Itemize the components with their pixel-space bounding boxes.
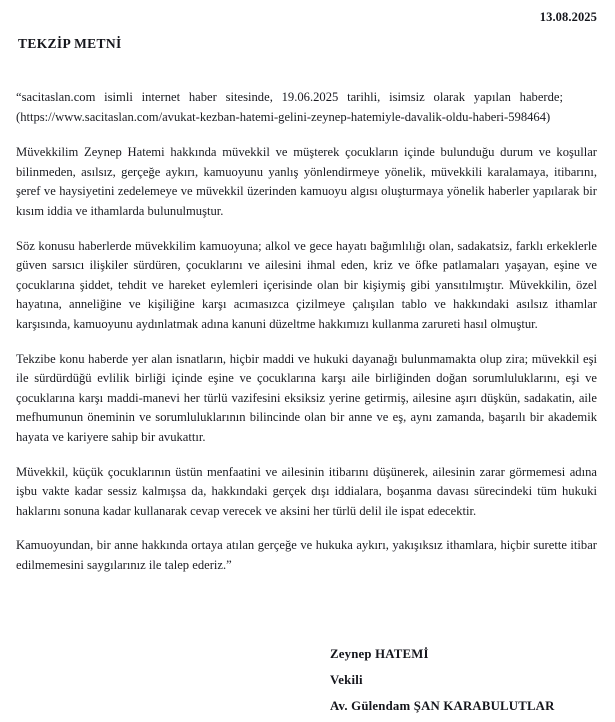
document-date: 13.08.2025 xyxy=(539,10,597,24)
paragraph-1: Müvekkilim Zeynep Hatemi hakkında müvekkil ve müşterek çocukların içinde bulunduğu durum ve koşullar bilinmeden, asılsız, gerçeğe aykırı, kamuoyunu yanlış yönlendirmeye yönelik, müvekkili karalamaya, itibarını, şeref ve haysiyetini zedelemeye ve müvekkil üzerinden kamuoyu algısı oluşturmaya yönelik haberler yapılarak bir kısım iddia ve ithamlarda bulunulmuştur. xyxy=(16,145,597,218)
signature-role: Vekili xyxy=(330,673,363,687)
paragraph-intro xyxy=(16,88,597,127)
source-article-url: (https://www.sacitaslan.com/avukat-kezban-hatemi-gelini-zeynep-hatemiyle-davalik-oldu-haberi-598464) xyxy=(16,109,551,124)
paragraph-5: Kamuoyundan, bir anne hakkında ortaya atılan gerçeğe ve hukuka aykırı, yakışıksız ithamlara, hiçbir surette itibar edilmemesini saygılarınız ile talep ederiz.” xyxy=(16,538,597,572)
page-title: TEKZİP METNİ xyxy=(18,36,122,51)
paragraph-3: Tekzibe konu haberde yer alan isnatların, hiçbir maddi ve hukuki dayanağı bulunmamakta olup zira; müvekkil eşi ile sürdürdüğü evlilik birliği içinde eşine ve çocuklarına karşı aile birliğinden doğan sorumluluklarını, eşi ve çocuklarına karşı maddi-manevi her türlü vazifesini eksiksiz yerine getirmiş, ailesine aşırı düşkün, sadakatin, aile mefhumunun öneminin ve sorumluluklarının bilincinde olan bir anne ve eş, aynı zamanda, başarılı bir akademik hayata ve kariyere sahip bir avukattır. xyxy=(16,351,597,444)
signature-name: Zeynep HATEMİ xyxy=(330,647,429,661)
signature-block xyxy=(330,641,555,719)
paragraph-4: Müvekkil, küçük çocuklarının üstün menfaatini ve ailesinin itibarını düşünerek, ailesinin zarar görmemesi adına işbu vakte kadar sessiz kalmışsa da, hakkındaki gerçek dışı iddialara, boşanma davası sürecindeki tüm hukuki haklarını sonuna kadar kullanarak cevap verecek ve aksini her türlü delil ile ispat edecektir. xyxy=(16,464,597,518)
intro-lead-text: “sacitaslan.com isimli internet haber sitesinde, 19.06.2025 tarihli, isimsiz olarak yapılan haberde; xyxy=(16,90,563,104)
signature-attorney: Av. Gülendam ŞAN KARABULUTLAR xyxy=(330,699,555,713)
document-body xyxy=(16,88,597,575)
paragraph-2: Söz konusu haberlerde müvekkilim kamuoyuna; alkol ve gece hayatı bağımlılığı olan, sadakatsiz, farklı erkeklerle güven sarsıcı ilişkiler sürdüren, çocuklarını ve ailesini ihmal eden, kriz ve öfke patlamaları yaşayan, eşine ve çocuklarına şiddet, tehdit ve hareket eylemleri içerisinde olan bir kişiymiş gibi yansıtılmıştır. Müvekkilin, özel hayatına, anneliğine ve kişiliğine karşı acımasızca çizilmeye çalışılan tablo ve hakkındaki asılsız ithamlar karşısında, kamuoyunu aydınlatmak adına kanuni düzeltme hakkımızı kullanma zarureti hasıl olmuştur. xyxy=(16,238,597,331)
